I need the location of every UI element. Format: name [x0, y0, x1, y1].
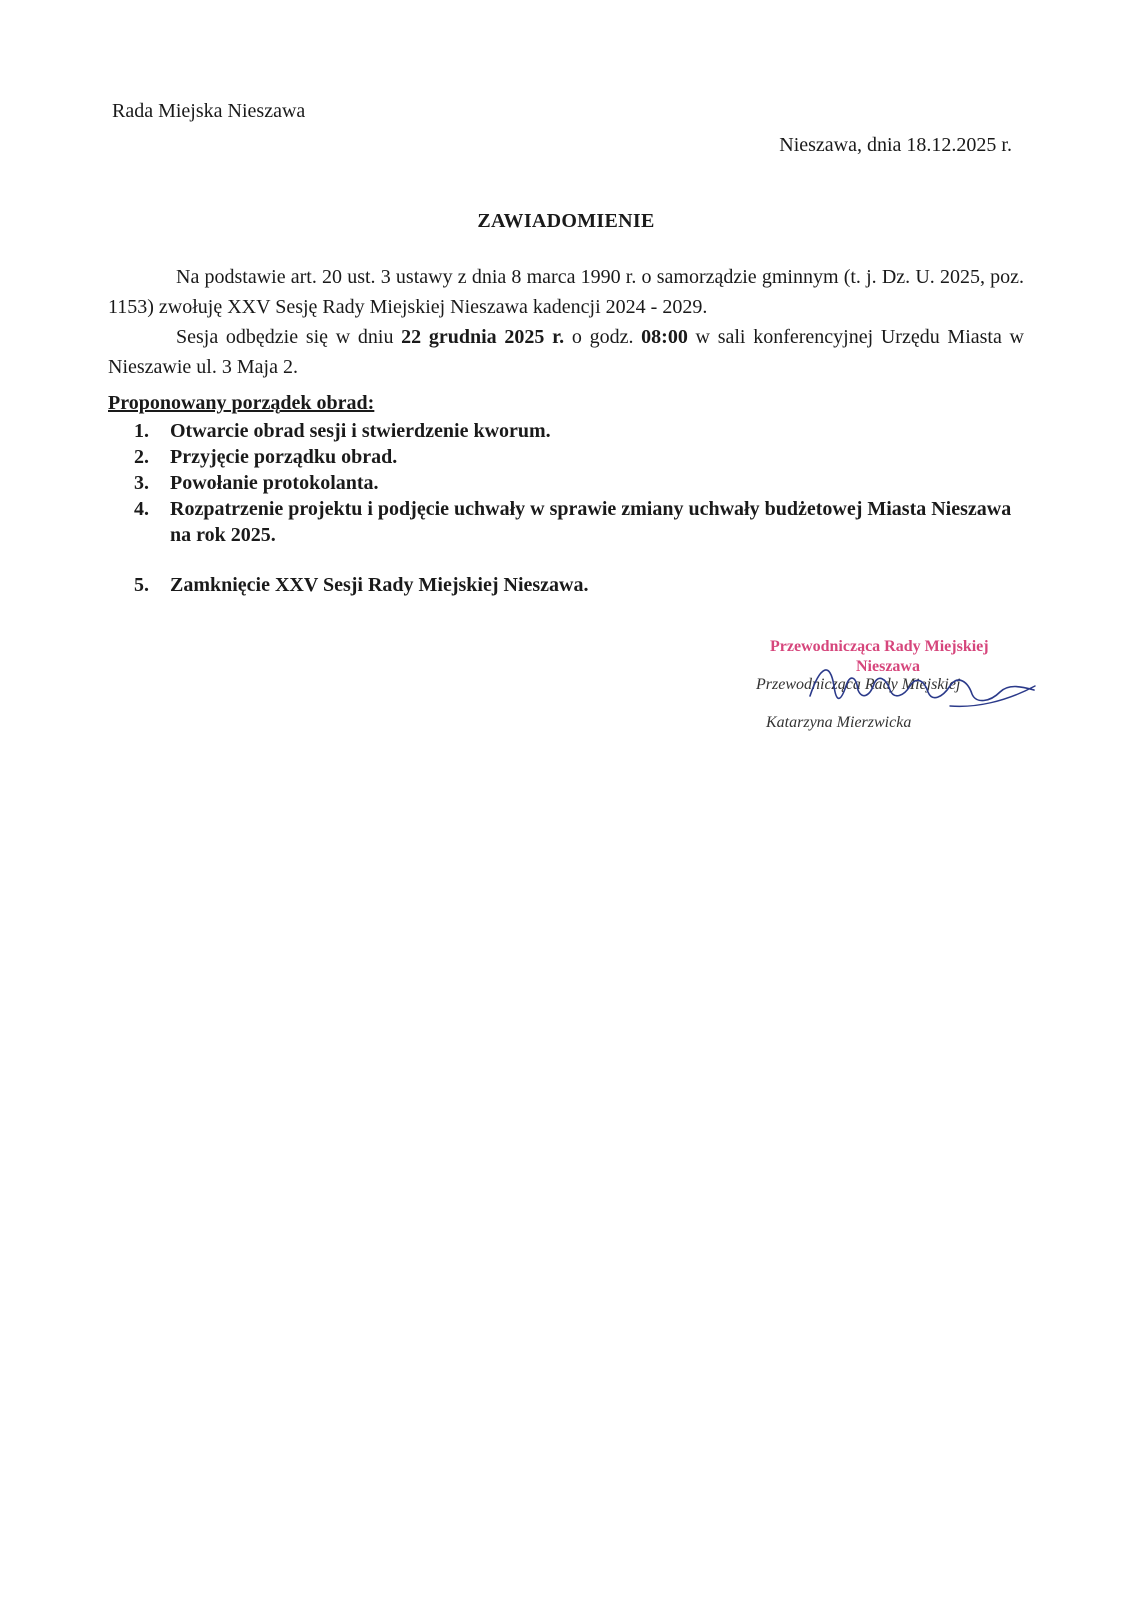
notice-body [108, 262, 1024, 382]
agenda-list [108, 418, 1028, 598]
agenda-item-number: 3. [134, 472, 149, 494]
agenda-item-text: Rozpatrzenie projektu i podjęcie uchwały w sprawie zmiany uchwały budżetowej Miasta Nieszawa na rok 2025. [170, 498, 1012, 546]
agenda-item-number: 2. [134, 446, 149, 468]
sender: Rada Miejska Nieszawa [112, 100, 306, 122]
session-text-a: Sesja odbędzie się w dniu [176, 326, 402, 348]
session-date: 22 grudnia 2025 r. [401, 326, 565, 348]
agenda-item [108, 444, 1028, 470]
agenda-heading: Proponowany porządek obrad: [108, 392, 375, 414]
agenda [108, 390, 1028, 598]
session-text-c: w sali konferencyjnej Urzędu Miasta w Nieszawie ul. 3 Maja 2. [108, 326, 1024, 378]
session-text-b: o godz. [564, 326, 642, 348]
agenda-item [108, 418, 1028, 444]
agenda-item-number: 4. [134, 498, 149, 520]
session-time: 08:00 [641, 326, 688, 348]
agenda-item-text: Otwarcie obrad sesji i stwierdzenie kworum. [170, 420, 551, 442]
stamp-title: Przewodnicząca Rady Miejskiej [770, 638, 989, 655]
notice-paragraph-session-details [108, 322, 1024, 382]
agenda-item [108, 496, 1028, 548]
agenda-item [108, 470, 1028, 496]
signatory-role: Przewodnicząca Rady Miejskiej [756, 676, 961, 693]
notice-paragraph-legal-basis: Na podstawie art. 20 ust. 3 ustawy z dnia 8 marca 1990 r. o samorządzie gminnym (t. j. Dz. U. 2025, poz. 1153) zwołuję XXV Sesję Rady Miejskiej Nieszawa kadencji 2024 - 2029. [108, 266, 1024, 318]
stamp-subtitle: Nieszawa [856, 658, 920, 675]
document-title: ZAWIADOMIENIE [477, 210, 655, 232]
signature-block [740, 636, 1040, 746]
agenda-item-text: Zamknięcie XXV Sesji Rady Miejskiej Nieszawa. [170, 574, 589, 596]
signatory-name: Katarzyna Mierzwicka [766, 714, 912, 731]
place-date: Nieszawa, dnia 18.12.2025 r. [779, 134, 1012, 156]
agenda-item-number: 1. [134, 420, 149, 442]
agenda-item [108, 572, 1028, 598]
agenda-item-text: Powołanie protokolanta. [170, 472, 379, 494]
agenda-item-text: Przyjęcie porządku obrad. [170, 446, 398, 468]
agenda-item-number: 5. [134, 574, 149, 596]
